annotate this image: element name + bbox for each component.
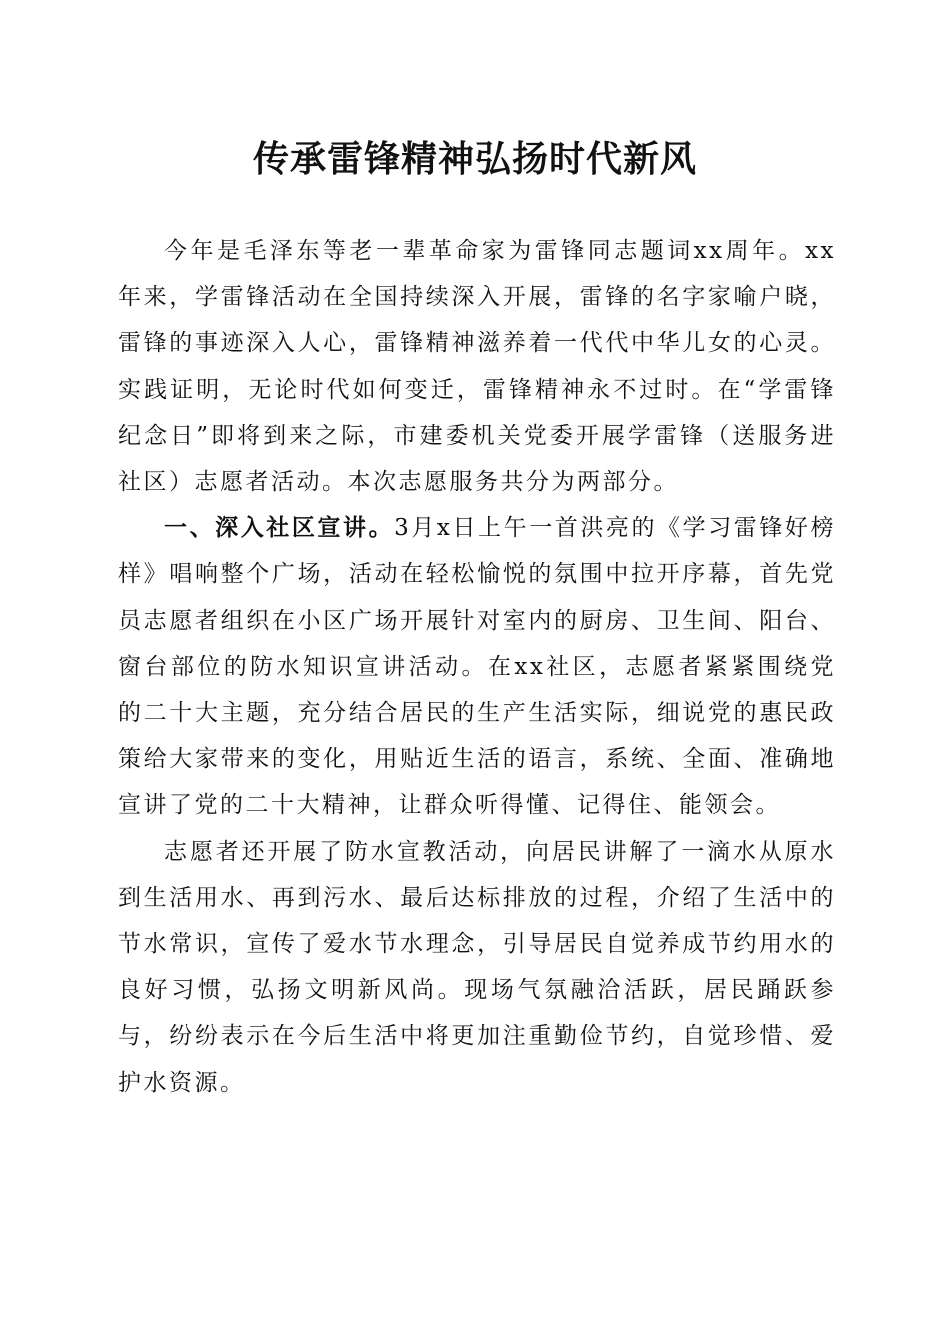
paragraph-water-education (118, 829, 836, 1106)
section-heading: 一、深入社区宣讲。 (164, 514, 395, 542)
document-title: 传承雷锋精神弘扬时代新风 (252, 138, 697, 180)
paragraph-text: 志愿者还开展了防水宣教活动，向居民讲解了一滴水从原水到生活用水、再到污水、最后达标排放的过程，介绍了生活中的节水常识，宣传了爱水节水理念，引导居民自觉养成节约用水的良好习惯，弘扬文明新风尚。现场气氛融洽活跃，居民踊跃参与，纷纷表示在今后生活中将更加注重勤俭节约，自觉珍惜、爱护水资源。 (118, 838, 836, 1096)
paragraph-text: 3月x日上午一首洪亮的《学习雷锋好榜样》唱响整个广场，活动在轻松愉悦的氛围中拉开序幕，首先党员志愿者组织在小区广场开展针对室内的厨房、卫生间、阳台、窗台部位的防水知识宣讲活动。在xx社区，志愿者紧紧围绕党的二十大主题，充分结合居民的生产生活实际，细说党的惠民政策给大家带来的变化，用贴近生活的语言，系统、全面、准确地宣讲了党的二十大精神，让群众听得懂、记得住、能领会。 (118, 515, 836, 819)
paragraph-text: 今年是毛泽东等老一辈革命家为雷锋同志题词xx周年。xx年来，学雷锋活动在全国持续深入开展，雷锋的名字家喻户晓，雷锋的事迹深入人心，雷锋精神滋养着一代代中华儿女的心灵。实践证明，无论时代如何变迁，雷锋精神永不过时。在“学雷锋纪念日”即将到来之际，市建委机关党委开展学雷锋（送服务进社区）志愿者活动。本次志愿服务共分为两部分。 (118, 238, 836, 496)
document-body (118, 228, 836, 1106)
paragraph-section-one (118, 505, 836, 828)
paragraph-intro (118, 228, 836, 505)
